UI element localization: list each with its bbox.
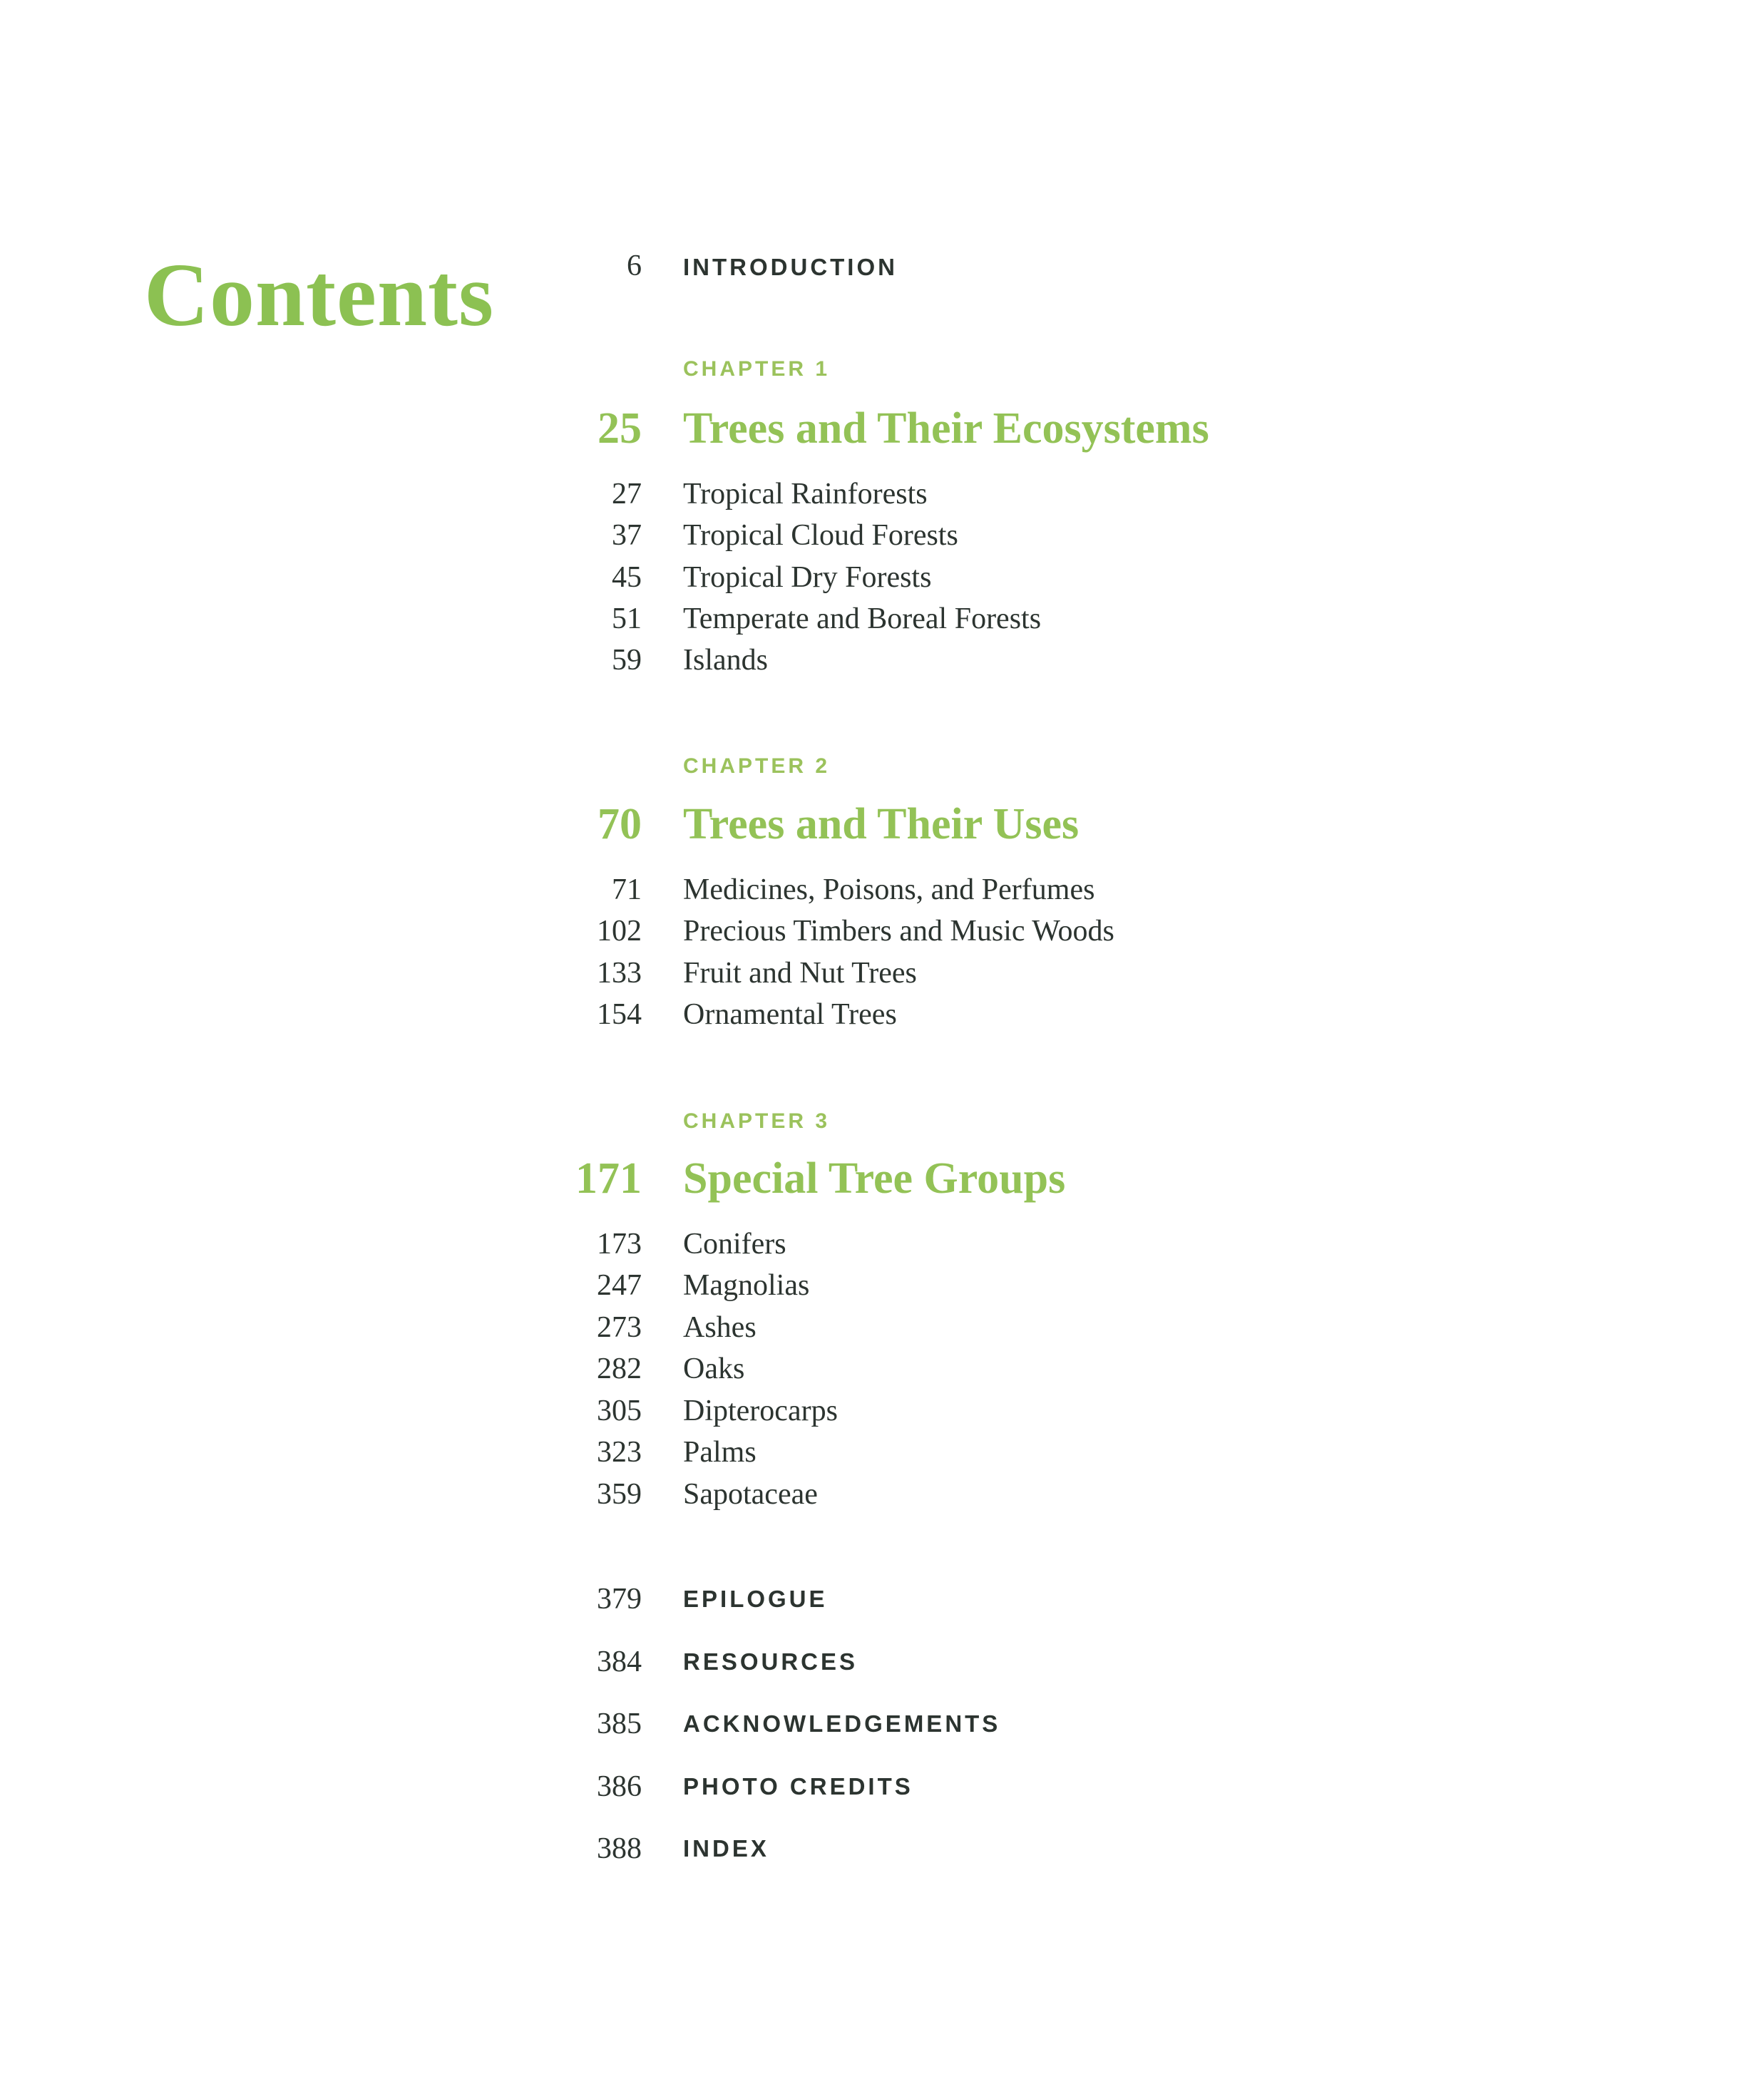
chapter-heading[interactable] xyxy=(0,800,1764,848)
toc-entry[interactable] xyxy=(0,1000,1764,1042)
chapter-label: CHAPTER 2 xyxy=(683,754,831,778)
page-title: Contents xyxy=(144,246,495,346)
toc-entry[interactable] xyxy=(0,916,1764,959)
page-number: 173 xyxy=(597,1228,642,1261)
section-title: Ashes xyxy=(683,1311,757,1344)
section-title: Sapotaceae xyxy=(683,1478,818,1511)
section-title: Tropical Rainforests xyxy=(683,478,928,510)
section-title: Tropical Cloud Forests xyxy=(683,519,958,552)
section-title: Magnolias xyxy=(683,1269,810,1302)
page-number: 154 xyxy=(597,998,642,1031)
toc-entry[interactable] xyxy=(0,1396,1764,1439)
page-number: 27 xyxy=(612,478,642,510)
page-number: 247 xyxy=(597,1269,642,1302)
page-number: 385 xyxy=(597,1708,642,1740)
page-number: 379 xyxy=(597,1583,642,1616)
toc-entry[interactable] xyxy=(0,604,1764,647)
section-title: Temperate and Boreal Forests xyxy=(683,602,1042,635)
toc-entry[interactable] xyxy=(0,1271,1764,1313)
toc-entry[interactable] xyxy=(0,1437,1764,1480)
page-number: 388 xyxy=(597,1832,642,1865)
chapter-heading[interactable] xyxy=(0,1154,1764,1203)
toc-entry[interactable] xyxy=(0,875,1764,918)
page-number: 273 xyxy=(597,1311,642,1344)
toc-entry-introduction[interactable] xyxy=(0,251,1764,294)
page-number: 386 xyxy=(597,1770,642,1803)
toc-entry[interactable] xyxy=(0,1354,1764,1397)
chapter-title: Trees and Their Uses xyxy=(683,800,1080,848)
entry-label: PHOTO CREDITS xyxy=(683,1773,913,1800)
chapter-title: Trees and Their Ecosystems xyxy=(683,404,1209,453)
chapter-page-number: 70 xyxy=(598,800,642,848)
toc-entry[interactable] xyxy=(0,563,1764,605)
page-number: 359 xyxy=(597,1478,642,1511)
page-number: 6 xyxy=(627,250,642,282)
entry-label: EPILOGUE xyxy=(683,1586,828,1612)
toc-entry-acknowledgements[interactable] xyxy=(0,1709,1764,1752)
section-title: Conifers xyxy=(683,1228,786,1261)
entry-label: RESOURCES xyxy=(683,1648,858,1675)
toc-entry[interactable] xyxy=(0,479,1764,522)
page-number: 133 xyxy=(597,957,642,990)
chapter-title: Special Tree Groups xyxy=(683,1154,1066,1203)
section-title: Oaks xyxy=(683,1352,745,1385)
toc-entry[interactable] xyxy=(0,1313,1764,1355)
chapter-page-number: 25 xyxy=(598,404,642,453)
section-title: Islands xyxy=(683,644,768,677)
section-title: Precious Timbers and Music Woods xyxy=(683,915,1114,948)
chapter-label: CHAPTER 3 xyxy=(683,1109,831,1133)
toc-entry[interactable] xyxy=(0,1479,1764,1522)
toc-entry-index[interactable] xyxy=(0,1834,1764,1877)
entry-label: ACKNOWLEDGEMENTS xyxy=(683,1710,1001,1737)
toc-entry-photo-credits[interactable] xyxy=(0,1772,1764,1814)
page-number: 59 xyxy=(612,644,642,677)
entry-label: INDEX xyxy=(683,1835,769,1862)
page-number: 305 xyxy=(597,1395,642,1427)
chapter-heading[interactable] xyxy=(0,404,1764,453)
page-number: 45 xyxy=(612,561,642,594)
section-title: Medicines, Poisons, and Perfumes xyxy=(683,873,1095,906)
section-title: Palms xyxy=(683,1436,757,1469)
page-number: 51 xyxy=(612,602,642,635)
toc-entry-epilogue[interactable] xyxy=(0,1584,1764,1627)
toc-entry-resources[interactable] xyxy=(0,1647,1764,1690)
page-number: 282 xyxy=(597,1352,642,1385)
section-title: Tropical Dry Forests xyxy=(683,561,932,594)
toc-entry[interactable] xyxy=(0,645,1764,688)
section-title: Ornamental Trees xyxy=(683,998,897,1031)
chapter-page-number: 171 xyxy=(575,1154,642,1203)
page-number: 102 xyxy=(597,915,642,948)
page-number: 323 xyxy=(597,1436,642,1469)
page-number: 37 xyxy=(612,519,642,552)
chapter-label: CHAPTER 1 xyxy=(683,357,831,381)
toc-entry[interactable] xyxy=(0,520,1764,563)
section-title: Dipterocarps xyxy=(683,1395,838,1427)
page-number: 384 xyxy=(597,1646,642,1678)
toc-entry[interactable] xyxy=(0,1229,1764,1272)
section-title: Fruit and Nut Trees xyxy=(683,957,917,990)
toc-entry[interactable] xyxy=(0,958,1764,1001)
entry-label: INTRODUCTION xyxy=(683,254,898,280)
page-number: 71 xyxy=(612,873,642,906)
